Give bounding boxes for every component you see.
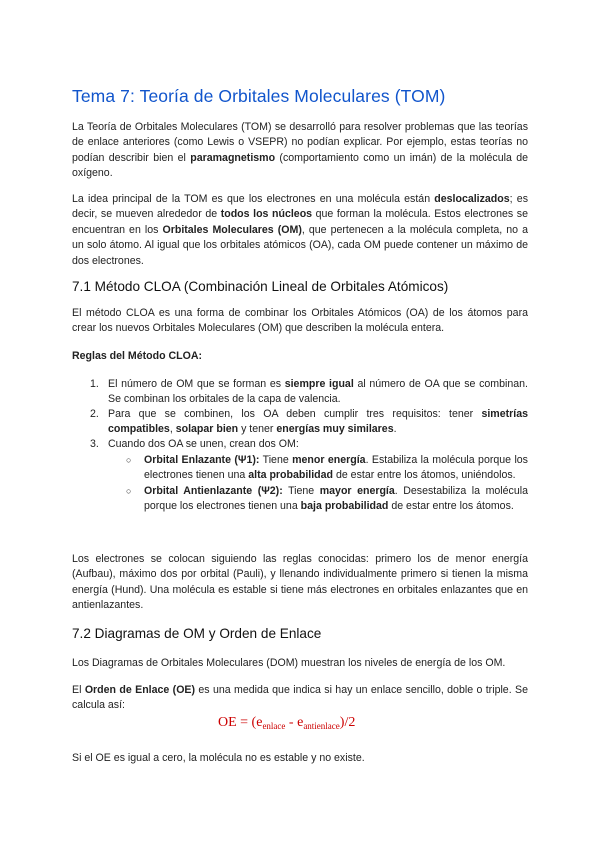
section-heading-cloa: 7.1 Método CLOA (Combinación Lineal de Orbitales Atómicos) xyxy=(72,279,449,294)
list-item: 3. Cuando dos OA se unen, crean dos OM: ○ Orbital Enlazante (Ψ1): Tiene menor energía. Estabiliza la molécula porque los electrones tienen una alta probabilidad de estar entre los átomos, uniéndolos. ○ Orbital Antienlazante (Ψ2): Tiene mayor energía. Desestabiliza la molécula porque los electrones tienen una baja probabilidad de estar entre los átomos. xyxy=(90,438,528,512)
zero-order-paragraph: Si el OE es igual a cero, la molécula no es estable y no existe. xyxy=(72,752,365,764)
circle-bullet-icon: ○ xyxy=(126,486,132,496)
cloa-paragraph: El método CLOA es una forma de combinar los Orbitales Atómicos (OA) de los átomos para crear los nuevos Orbitales Moleculares (OM) que describen la molécula entera. xyxy=(72,307,528,335)
intro-paragraph-2: La idea principal de la TOM es que los electrones en una molécula están deslocalizados; es decir, se mueven alrededor de todos los núcleos que forman la molécula. Estos electrones se encuentran en los Orbitales Moleculares (OM), que pertenecen a la molécula completa, no a un solo átomo. Al igual que los orbitales atómicos (OA), cada OM puede contener un máximo de dos electrones. xyxy=(72,193,528,267)
filling-rules-paragraph: Los electrones se colocan siguiendo las reglas conocidas: primero los de menor energía (Aufbau), máximo dos por orbital (Pauli), y llenando individualmente primero si tienen la misma energía (Hund). Una molécula es estable si tiene más electrones en orbitales enlazantes que en antienlazantes. xyxy=(72,553,528,612)
list-item: ○ Orbital Enlazante (Ψ1): Tiene menor energía. Estabiliza la molécula porque los electrones tienen una alta probabilidad de estar entre los átomos, uniéndolos. xyxy=(126,454,528,481)
orbital-types-list xyxy=(108,453,528,514)
rules-title: Reglas del Método CLOA: xyxy=(72,350,203,362)
circle-bullet-icon: ○ xyxy=(126,455,132,465)
bond-order-paragraph: El Orden de Enlace (OE) es una medida que indica si hay un enlace sencillo, doble o triple. Se calcula así: xyxy=(72,684,528,712)
page-title: Tema 7: Teoría de Orbitales Moleculares (TOM) xyxy=(72,86,446,106)
bond-order-formula: OE = $(e_{enlace} - e_{antienlace})/2$ xyxy=(218,715,356,731)
list-item: 2. Para que se combinen, los OA deben cumplir tres requisitos: tener simetrías compatibles, solapar bien y tener energías muy similares. xyxy=(90,408,528,435)
intro-paragraph-1: La Teoría de Orbitales Moleculares (TOM) se desarrolló para resolver problemas que las teorías de enlace anteriores (como Lewis o VSEPR) no podían explicar. Por ejemplo, estas teorías no podían describir bien el paramagnetismo (comportamiento como un imán) de la molécula de oxígeno. xyxy=(72,121,529,180)
dom-paragraph: Los Diagramas de Orbitales Moleculares (DOM) muestran los niveles de energía de los OM. xyxy=(72,657,506,669)
section-heading-diagrams: 7.2 Diagramas de OM y Orden de Enlace xyxy=(72,626,322,641)
rules-list xyxy=(72,377,528,514)
list-item: ○ Orbital Antienlazante (Ψ2): Tiene mayor energía. Desestabiliza la molécula porque los electrones tienen una baja probabilidad de estar entre los átomos. xyxy=(126,485,528,512)
list-item: 1. El número de OM que se forman es siempre igual al número de OA que se combinan. Se combinan los orbitales de la capa de valencia. xyxy=(90,378,528,405)
